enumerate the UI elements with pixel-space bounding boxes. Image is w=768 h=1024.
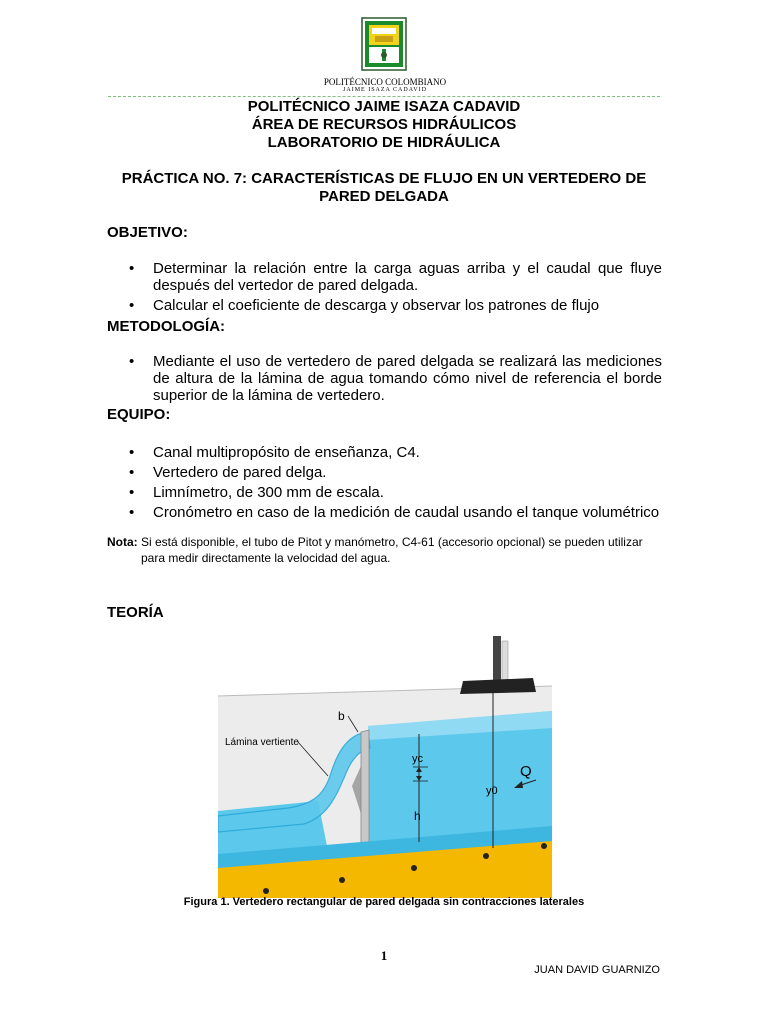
label-b: b — [338, 709, 345, 723]
nota-text-1: Si está disponible, el tubo de Pitot y manómetro, C4-61 (accesorio opcional) se pueden utilizar — [137, 535, 643, 549]
metodologia-heading: METODOLOGÍA: — [107, 318, 226, 335]
weir-plate — [361, 730, 369, 858]
label-lamina-vertiente: Lámina vertiente — [225, 737, 299, 748]
header-line-2: ÁREA DE RECURSOS HIDRÁULICOS — [251, 116, 517, 133]
logo-text-line1: POLITÉCNICO COLOMBIANO — [323, 77, 447, 87]
label-q: Q — [520, 763, 532, 780]
header-line-1: POLITÉCNICO JAIME ISAZA CADAVID — [247, 98, 521, 115]
objetivo-list — [107, 260, 662, 317]
nota-label: Nota: — [107, 535, 138, 549]
label-h: h — [414, 809, 421, 823]
nota-paragraph — [107, 534, 667, 566]
weir-diagram — [218, 636, 552, 898]
label-yc: yc — [412, 753, 423, 765]
weir-figure — [218, 636, 552, 898]
equipo-item: • Limnímetro, de 300 mm de escala. — [107, 484, 662, 501]
practice-title-line-2: PARED DELGADA — [319, 188, 449, 205]
page-number: 1 — [380, 948, 388, 963]
equipo-heading: EQUIPO: — [107, 406, 171, 423]
objetivo-heading: OBJETIVO: — [107, 224, 188, 241]
header-divider — [108, 96, 660, 97]
logo-text-line2: JAIME ISAZA CADAVID — [343, 87, 427, 93]
figure-caption: Figura 1. Vertedero rectangular de pared delgada sin contracciones laterales — [183, 896, 585, 908]
label-y0: y0 — [486, 785, 498, 797]
nota-text-2: para medir directamente la velocidad del agua. — [141, 551, 391, 565]
equipo-item: • Canal multipropósito de enseñanza, C4. — [107, 444, 662, 461]
equipo-item: • Cronómetro en caso de la medición de caudal usando el tanque volumétrico — [107, 504, 662, 521]
equipo-list — [107, 444, 662, 524]
objetivo-item: • Calcular el coeficiente de descarga y observar los patrones de flujo — [107, 297, 662, 314]
footer-author: JUAN DAVID GUARNIZO — [534, 964, 660, 976]
equipo-item: • Vertedero de pared delga. — [107, 464, 662, 481]
limnimeter-base — [460, 678, 536, 694]
practice-title-line-1: PRÁCTICA NO. 7: CARACTERÍSTICAS DE FLUJO EN UN VERTEDERO DE — [121, 170, 647, 187]
objetivo-item: • Determinar la relación entre la carga aguas arriba y el caudal que fluye después del vertedor de pared delgada. — [107, 260, 662, 294]
teoria-heading: TEORÍA — [107, 604, 164, 621]
header-line-3: LABORATORIO DE HIDRÁULICA — [267, 134, 501, 151]
metodologia-item: • Mediante el uso de vertedero de pared delgada se realizará las mediciones de altura de la lámina de agua tomando cómo nivel de referencia el borde superior de la lámina de vertedero. — [107, 353, 662, 404]
metodologia-list — [107, 353, 662, 407]
limnimeter-rod — [493, 636, 501, 686]
